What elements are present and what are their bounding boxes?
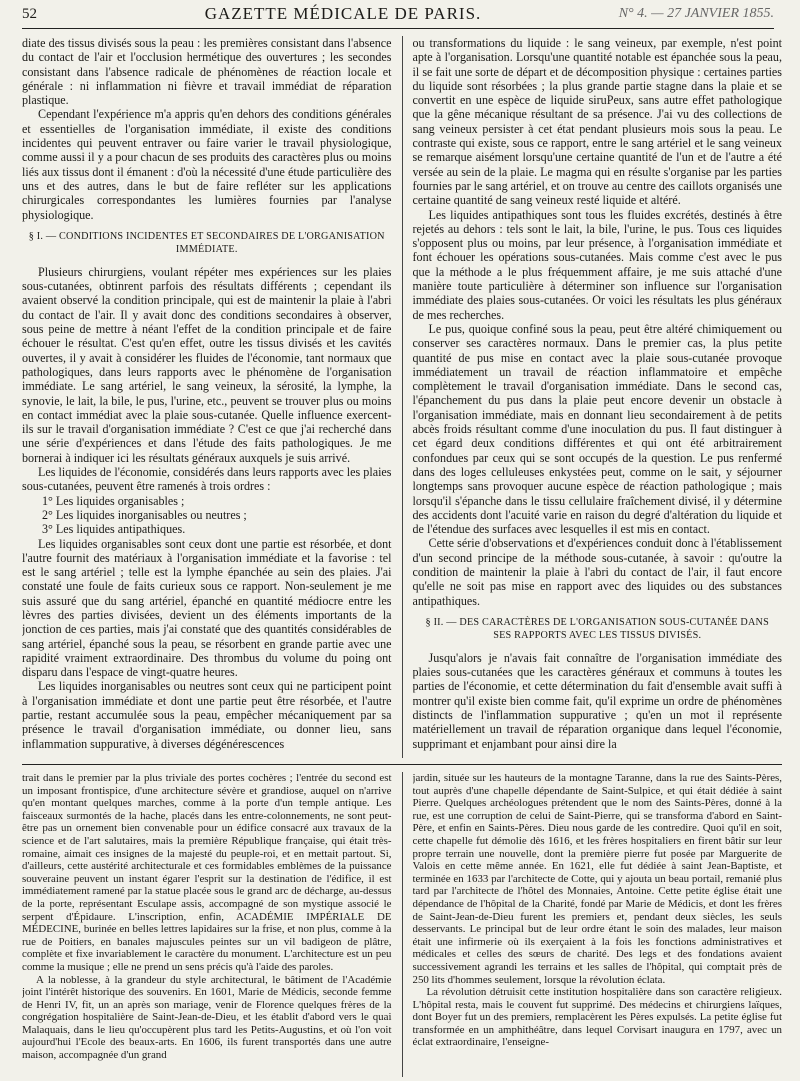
page-header [22,0,774,29]
paragraph: Jusqu'alors je n'avais fait connaître de l'organisation immédiate des plaies sous-cutanées que les caractères généraux et communs à toutes les parties de l'économie, et cette détermination du fait d'ensemble avait suffi à montrer qu'il existe bien comme fait, qu'il exprime un ordre de phénomènes distincts de l'inflammation suppurative ; qu'en un mot il représente matériellement un travail de réparation organique dans lequel l'économie, supprimant et enjambant pour ainsi dire la [412,650,782,751]
paragraph: Plusieurs chirurgiens, voulant répéter mes expériences sur les plaies sous-cutanées, obtinrent parfois des résultats différents ; cependant ils avaient observé la condition principale, qui est de maintenir la plaie à l'abri du contact de l'air. Il y avait donc des conditions secondaires à observer, sous peine de mettre à néant l'effet de la condition principale et de faire échouer le résultat. C'est qu'en effet, outre les tissus divisés et les cavités ouvertes, il y avait à considérer les fluides de l'économie, tant normaux que pathologiques, dans leurs rapports avec le phénomène de l'organisation immédiate. Le sang artériel, le sang veineux, la sérosité, la lymphe, la synovie, le lait, la bile, le pus, l'urine, etc., peuvent se trouver plus ou moins en contact immédiat avec la plaie sous-cutanée. Quelle influence exercent-ils sur le travail d'organisation immédiate ? C'est ce que j'ai recherché dans une série d'expériences et dans l'étude des faits pathologiques. Je me bornerai à indiquer ici les résultats généraux auxquels je suis arrivé. [22,264,392,465]
section-heading: § I. — CONDITIONS INCIDENTES ET SECONDAIRES DE L'ORGANISATION IMMÉDIATE. [28,230,385,255]
paragraph: Les liquides inorganisables ou neutres sont ceux qui ne participent point à l'organisation immédiate et dont une partie peut être résorbée, et l'autre partie, restant accumulée sous la peau, empêcher mécaniquement par sa présence le travail d'organisation immédiate, ou donner lieu, sans inflammation suppurative, à diverses dégénérescences [22,679,392,751]
list-item: 2° Les liquides inorganisables ou neutres ; [42,507,247,522]
paragraph: La révolution détruisit cette institution hospitalière dans son caractère religieux. L'hôpital resta, mais le couvent fut supprimé. Des médecins et chirurgiens laïques, dont Boyer fut un des premiers, remplacèrent les Pères expulsés. La petite église fut transformée en un amphithéâtre, dans lequel Corvisart inaugura en 1797, avec un éclat extraordinaire, l'enseigne- [412,986,782,1049]
paragraph: trait dans le premier par la plus triviale des portes cochères ; l'entrée du second est un imposant frontispice, d'une architecture sévère et grandiose, auquel on n'arrive qu'en montant quelques marches, comme à la porte d'un temple antique. Les faisceaux surmontés de la hache, placés dans les entre-colonnements, ne sont peut-être pas un ornement bien convenable pour un édifice consacré aux travaux de la science et de l'art salutaires, mais la première République française, qui était très-romaine, aimait ces insignes de la majesté du peuple-roi, et en mettait partout. Si, d'ailleurs, cette austérité architecturale et ces formidables emblèmes de la puissance souveraine peuvent un instant égarer l'esprit sur la destination de l'édifice, il est immédiatement ramené par la statue placée sous le grand arc de décharge, au-dessus de la porte, représentant Esculape assis, accompagné de son mystique associé le serpent d'Épidaure. L'inscription, enfin, ACADÉMIE IMPÉRIALE DE MÉDECINE, burinée en belles lettres lapidaires sur la frise, et non plus, comme à la rue de Poitiers, en banales majuscules peintes sur un vil badigeon de plâtre, complète et fixe invariablement le caractère du monument. L'architecture est un peu comme la musique ; elle ne prend un sens précis qu'à l'aide des paroles. [22,772,392,973]
paragraph: Les liquides antipathiques sont tous les fluides excrétés, destinés à être rejetés au dehors : tels sont le lait, la bile, l'urine, le pus. Tous ces liquides s'opposent plus ou moins, par leur présence, à l'organisation immédiate et font échouer les opérations sous-cutanées. Mais comme c'est avec le pus que la méthode a le plus fréquemment affaire, je me suis attaché d'une manière toute particulière à déterminer son influence sur l'organisation immédiate des plaies sous-cutanées. Or voici les résultats les plus généraux de mes recherches. [412,207,782,322]
paragraph: Les liquides organisables sont ceux dont une partie est résorbée, et dont l'autre fournit des matériaux à l'organisation immédiate et la favorise : tel est le sang artériel ; telle est la lymphe épanchée au sein des plaies. J'ai constaté une foule de faits curieux sous ce rapport. Non-seulement je me suis assuré que du sang artériel, épanché en quantité médiocre entre les lèvres des parties divisées, devient un des éléments importants de la jonction de ces parties, mais j'ai constaté que des quantités considérables de sang artériel, épanché sous la peau, se résorbent en grande partie avec une rapidité vraiment extraordinaire. Des thrombus du volume du poing ont disparu dans l'espace de vingt-quatre heures. [22,536,392,680]
list-item: 1° Les liquides organisables ; [42,493,185,508]
section-heading: § II. — DES CARACTÈRES DE L'ORGANISATION SOUS-CUTANÉE DANS SES RAPPORTS AVEC LES TISSUS DIVISÉS. [425,616,769,641]
paragraph: ou transformations du liquide : le sang veineux, par exemple, n'est point apte à l'organisation. Lorsqu'une quantité notable est épanchée sous la peau, il se fait une sorte de départ et de décomposition physique : certaines parties du liquide sont résorbées ; la plus grande partie stagne dans la plaie et se convertit en une espèce de liquide siruPeux, sans autre effet pathologique que la gêne mécanique résultant de sa présence. J'ai vu des collections de sang veineux persister à cet état pendant plusieurs mois sous la peau. Le contraste qui existe, sous ce rapport, entre le sang artériel et le sang veineux se remarque aisément lorsqu'une certaine quantité de l'un et de l'autre a été versée au sein de la plaie. Le magma qui en résulte s'organise par les parties fournies par le sang artériel, et on trouve au centre des caillots organisés une certaine quantité de sang veineux resté liquide et altéré. [412,36,782,208]
feuilleton-rule [22,764,782,765]
feuilleton-columns [22,772,782,1077]
paragraph: Cette série d'observations et d'expériences conduit donc à l'établissement d'un second principe de la méthode sous-cutanée, à savoir : qu'outre la condition de maintenir la plaie à l'abri du contact de l'air, il faut encore qu'elle ne soit pas mise en rapport avec des liquides ou des substances antipathiques. [412,536,782,608]
feuilleton-right-column [413,772,783,1077]
masthead-title: GAZETTE MÉDICALE DE PARIS. [204,4,482,23]
issue-stamp: N° 4. — 27 JANVIER 1855. [618,6,774,21]
article-columns [22,36,782,758]
page-number: 52 [22,5,37,22]
paragraph: Cependant l'expérience m'a appris qu'en dehors des conditions générales et essentielles de l'organisation immédiate, il existe des conditions incidentes qui peuvent entraver ou faire varier le travail physiologique, comme aussi il y a pour chacun de ses produits des caractères plus ou moins liés aux tissus dont il émanent : d'où la nécessité d'une étude particulière des uns et des autres, dans le but de faire refléter sur les applications chirurgicales correspondantes les lumières fournies par l'analyse physiologique. [22,107,392,222]
column-divider [402,36,403,758]
paragraph: jardin, située sur les hauteurs de la montagne Taranne, dans la rue des Saints-Pères, tout auprès d'une chapelle dépendante de Saint-Sulpice, et qui était dédiée à saint Pierre. Quelques archéologues prétendent que le nom des Saints-Pères, donné à la rue, est une corruption de celui de Saint-Pierre, qui se transforma d'abord en Saint-Père, et enfin en Saints-Pères. Dieu nous garde de les contredire. Quoi qu'il en soit, cette chapelle fut démolie dès 1616, et les frères hospitaliers en firent bâtir sur leur propre terrain une nouvelle, dont la première pierre fut posée par Marguerite de Valois en cette même année. En 1621, elle fut dédiée à saint Jean-Baptiste, et terminée en 1633 par l'architecte de Cotte, qui y ajouta un beau portail, remanié plus tard par l'architecte de l'hôtel des Monnaies, Antoine. Cette petite église était une dépendance de l'hôpital de la Charité, fondé par Marie de Médicis, et dont les frères de Saint-Jean-de-Dieu furent les premiers et, pendant deux siècles, les seuls desservants. Le principal but de leur ordre étant le soin des malades, leur maison était une infirmerie où ils exerçaient à la fois les fonctions administratives et médicales et celles des sœurs de charité. Des legs et des fondations avaient successivement agrandi les terrains et les salles de l'hôpital, qui comptait près de 250 lits d'hommes seulement, lorsque la révolution éclata. [412,772,782,986]
left-column [22,36,392,758]
paragraph: Le pus, quoique confiné sous la peau, peut être altéré chimiquement ou conserver ses caractères normaux. Dans le premier cas, la plus petite quantité de pus mise en contact avec la plaie sous-cutanée provoque immédiatement un travail de réaction inflammatoire et empêche complètement le travail d'organisation immédiate. Dans le second cas, l'épanchement du pus dans la plaie peut encore devenir un obstacle à l'organisation immédiate, mais en donnant lieu secondairement à de petits abcès froids résultant comme d'une inoculation du pus. Il faut distinguer à cet égard deux conditions différentes et qui ont été arbitrairement confondues par ceux qui se sont occupés de la question. Le pus renfermé dans des loges celluleuses enkystées peut, comme on le sait, y séjourner longtemps sans provoquer aucune espèce de réaction pathologique ; mais lorsqu'il s'épanche dans le tissu cellulaire fraîchement divisé, il y détermine des accidents dont l'acuité varie en raison du degré d'altération du liquide et de l'étendue des surfaces avec lesquelles il est mis en contact. [412,321,782,537]
feuilleton-left-column [22,772,392,1077]
list-item: 3° Les liquides antipathiques. [42,522,186,537]
paragraph: diate des tissus divisés sous la peau : les premières consistant dans l'absence du contact de l'air et l'occlusion hermétique des ouvertures ; les secondes consistant dans l'absence radicale de phénomènes de réaction locale et générale : ni inflammation ni fièvre et travail immédiat de réparation plastique. [22,36,392,108]
liquid-orders-list [22,494,392,537]
right-column [413,36,783,758]
column-divider [402,772,403,1077]
paragraph: Les liquides de l'économie, considérés dans leurs rapports avec les plaies sous-cutanées, peuvent être ramenés à trois ordres : [22,465,392,494]
paragraph: A la noblesse, à la grandeur du style architectural, le bâtiment de l'Académie joint l'intérêt historique des souvenirs. En 1601, Marie de Médicis, seconde femme de Henri IV, fit, un an après son mariage, venir de Florence quelques frères de la congrégation hospitalière de Saint-Jean-de-Dieu, et les établit d'abord vers le quai Malaquais, dans le lieu qu'occupèrent plus tard les Petits-Augustins, et où l'on voit aujourd'hui l'Ecole des beaux-arts. En 1606, ils furent transportés dans une autre maison, accompagnée d'un grand [22,973,392,1062]
